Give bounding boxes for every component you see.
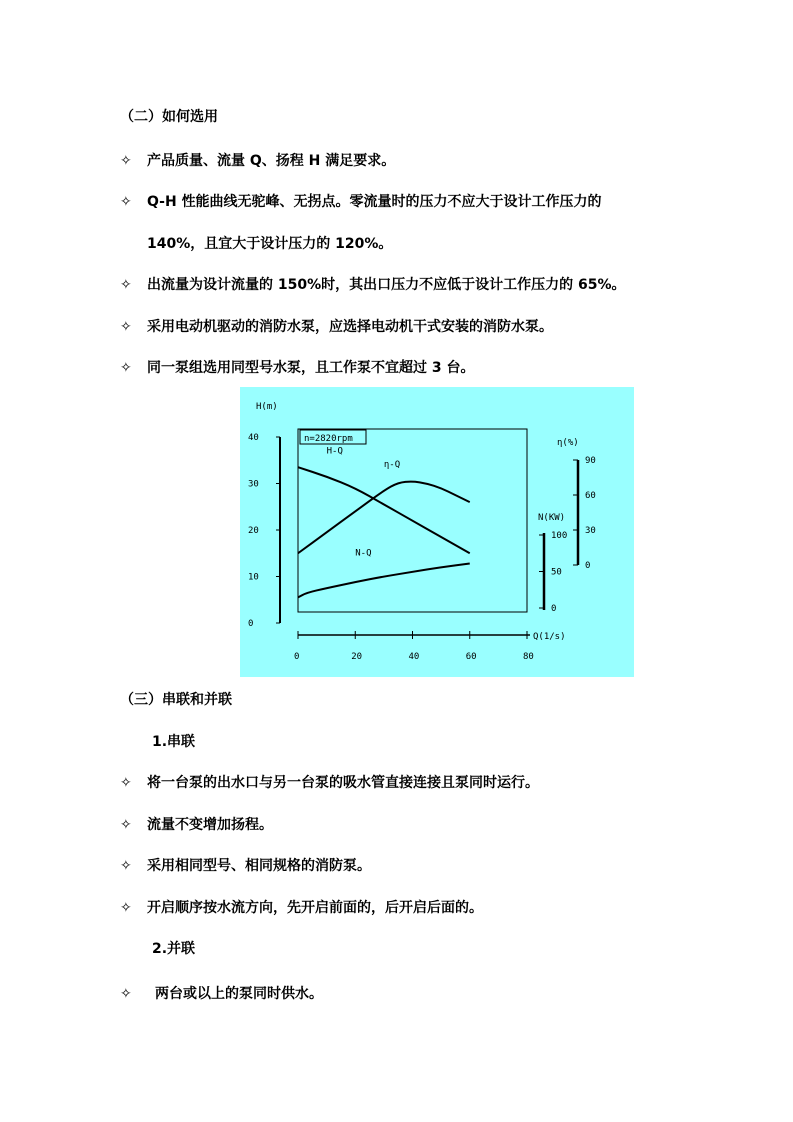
bullet-icon: ✧ [120,153,132,169]
curve-hq-series-line [298,467,470,553]
series-item-2: 流量不变增加扬程。 [147,817,273,833]
y-tick-label: 20 [248,526,259,536]
subheading-parallel: 2.并联 [152,941,196,957]
annotation-text: n=2820rpm [304,434,353,444]
pump-performance-chart [240,387,634,677]
x-tick-label: 80 [523,652,534,662]
series-item-1: 将一台泵的出水口与另一台泵的吸水管直接连接且泵同时运行。 [147,775,539,791]
x-tick-label: 0 [294,652,300,662]
selection-item-2-continued: 140%，且宜大于设计压力的 120%。 [147,236,393,252]
y-tick-label: 10 [248,572,259,583]
bullet-icon: ✧ [120,360,132,376]
bullet-icon: ✧ [120,817,132,833]
n-tick-label: 100 [551,531,568,541]
bullet-icon: ✧ [120,858,132,874]
x-axis-label: Q(1/s) [533,632,566,642]
chart-canvas [240,387,634,677]
n-axis-label: N(KW) [538,513,566,523]
parallel-item-1: 两台或以上的泵同时供水。 [155,986,323,1002]
curve-label-nq: N-Q [355,548,372,559]
y-tick-label: 0 [248,619,254,629]
bullet-icon: ✧ [120,986,132,1002]
selection-item-4: 采用电动机驱动的消防水泵，应选择电动机干式安装的消防水泵。 [147,319,553,335]
selection-item-3: 出流量为设计流量的 150%时，其出口压力不应低于设计工作压力的 65%。 [147,277,626,293]
n-tick-label: 0 [551,604,557,614]
eta-tick-label: 30 [585,526,596,536]
curve-nq-series-line [298,563,470,597]
section-heading-selection: （二）如何选用 [120,109,218,125]
selection-item-2: Q-H 性能曲线无驼峰、无拐点。零流量时的压力不应大于设计工作压力的 [147,194,602,210]
series-item-4: 开启顺序按水流方向，先开启前面的，后开启后面的。 [147,900,483,916]
curve-q-series-line [298,482,470,554]
n-tick-label: 50 [551,567,562,578]
eta-tick-label: 0 [585,561,591,571]
bullet-icon: ✧ [120,194,132,210]
bullet-icon: ✧ [120,900,132,916]
y-tick-label: 30 [248,479,259,490]
eta-axis-label: η(%) [557,438,579,448]
selection-item-5: 同一泵组选用同型号水泵，且工作泵不宜超过 3 台。 [147,360,475,376]
selection-item-1: 产品质量、流量 Q、扬程 H 满足要求。 [147,153,396,169]
curve-label-q: η-Q [383,460,401,471]
eta-tick-label: 60 [585,491,596,501]
series-item-3: 采用相同型号、相同规格的消防泵。 [147,858,371,874]
y-axis-label-h: H(m) [256,402,278,412]
bullet-icon: ✧ [120,277,132,293]
bullet-icon: ✧ [120,319,132,335]
x-tick-label: 20 [351,652,363,662]
y-tick-label: 40 [248,433,259,443]
bullet-icon: ✧ [120,775,132,791]
eta-tick-label: 90 [585,456,596,466]
x-tick-label: 40 [408,652,420,662]
x-tick-label: 60 [465,652,477,662]
curve-label-hq: H-Q [326,446,343,457]
section-heading-series-parallel: （三）串联和并联 [120,692,232,708]
subheading-series: 1.串联 [152,734,196,750]
